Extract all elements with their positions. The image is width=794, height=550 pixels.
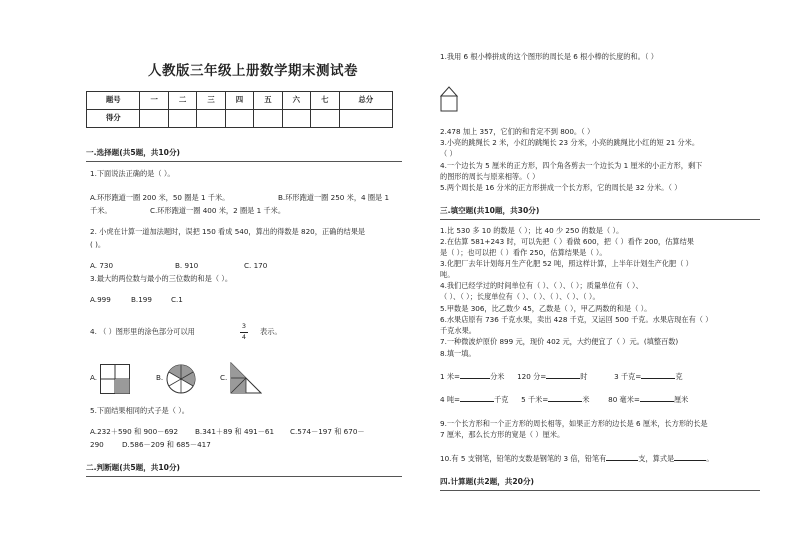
score-cell[interactable]	[197, 110, 225, 128]
question-1: 1.下面说法正确的是（ ）。	[90, 169, 175, 178]
conv-5km-label: 5 千米=	[521, 395, 549, 404]
fraction-denominator: 4	[241, 332, 247, 341]
option-4a-square-figure	[100, 364, 130, 394]
judge-4: 4.一个边长为 5 厘米的正方形，四个角各剪去一个边长为 1 厘米的小正方形，剩下	[440, 161, 703, 170]
score-header-cell: 七	[311, 92, 339, 110]
question-4: 4. （ ）图形里的涂色部分可以用	[90, 327, 195, 336]
score-cell[interactable]	[168, 110, 196, 128]
score-header-cell: 四	[225, 92, 253, 110]
fill-5: 5.甲数是 306，比乙数少 45，乙数是（ ），甲乙两数的和是（ ）。	[440, 304, 652, 313]
option-4b-circle-figure	[166, 364, 196, 394]
score-header-cell: 总分	[339, 92, 393, 110]
conv-3kg-label: 3 千克=	[614, 372, 642, 381]
option-5d: D.586－209 和 685－417	[122, 440, 211, 449]
option-4a-label: A.	[90, 373, 98, 382]
fraction-three-quarters	[240, 323, 248, 342]
fill-9: 9.一个长方形和一个正方形的周长相等，如果正方形的边长是 6 厘米，长方形的长是	[440, 419, 708, 428]
option-3c: C.1	[171, 295, 183, 304]
option-1a: A.环形跑道一圈 200 米，50 圈是 1 千米。	[90, 193, 230, 202]
section-divider	[86, 476, 402, 477]
option-4b-label: B.	[156, 373, 164, 382]
option-5c: C.574－197 和 670－	[290, 427, 365, 436]
judge-5: 5.两个周长是 16 分米的正方形拼成一个长方形，它的周长是 32 分米。（ ）	[440, 183, 682, 192]
question-3: 3.最大的两位数与最小的三位数的和是（ ）。	[90, 274, 233, 283]
house-shape-figure	[440, 86, 458, 112]
fill-7: 7.一种微波炉原价 899 元，现价 402 元，大约便宜了（ ）元。(填整百数)	[440, 337, 679, 346]
conv-unit: 千克	[494, 395, 509, 404]
fill-10	[440, 455, 713, 464]
option-2c: C. 170	[244, 261, 268, 270]
question-2-cont: ( )。	[90, 240, 106, 249]
answer-blank[interactable]	[548, 401, 582, 402]
score-cell[interactable]	[339, 110, 393, 128]
option-1b-cont: 千米。	[90, 206, 112, 215]
answer-blank[interactable]	[460, 401, 494, 402]
option-1b: B.环形跑道一圈 250 米，4 圈是 1	[278, 193, 390, 202]
judge-3-cont: （ ）	[440, 149, 457, 158]
unit-conversion-row-1	[440, 373, 683, 382]
option-4c-label: C.	[220, 373, 228, 382]
fill-6: 6.水果店原有 736 千克水果，卖出 428 千克，又运回 500 千克。水果店现在有（ ）	[440, 315, 713, 324]
conv-120min-label: 120 分=	[517, 372, 547, 381]
section-divider	[440, 219, 760, 220]
conv-1m-label: 1 米=	[440, 372, 461, 381]
score-header-cell: 一	[140, 92, 168, 110]
question-5: 5.下面结果相同的式子是（ ）。	[90, 406, 189, 415]
score-table-header-row	[87, 92, 393, 110]
score-header-cell: 题号	[87, 92, 140, 110]
conv-4t-label: 4 吨=	[440, 395, 461, 404]
score-header-cell: 三	[197, 92, 225, 110]
option-1c: C.环形跑道一圈 400 米，2 圈是 1 千米。	[150, 206, 286, 215]
fill-8: 8.填一填。	[440, 349, 476, 358]
answer-blank[interactable]	[640, 401, 674, 402]
fill-10-end: 。	[706, 454, 714, 463]
fill-4-cont: （ ）、（ ）；长度单位有（ ）、（ ）、（ ）、（ ）、（ ）。	[440, 292, 600, 301]
option-3b: B.199	[131, 295, 152, 304]
section-heading-choice: 一.选择题(共5题，共10分)	[86, 148, 181, 157]
score-cell[interactable]	[140, 110, 168, 128]
section-heading-judge: 二.判断题(共5题，共10分)	[86, 463, 181, 472]
score-cell[interactable]	[225, 110, 253, 128]
page-title: 人教版三年级上册数学期末测试卷	[148, 63, 358, 79]
option-5c-cont: 290	[90, 440, 104, 449]
conv-unit: 时	[580, 372, 588, 381]
conv-unit: 厘米	[673, 395, 689, 404]
option-3a: A.999	[90, 295, 111, 304]
fraction-numerator: 3	[241, 322, 247, 330]
score-header-cell: 六	[282, 92, 310, 110]
judge-2: 2.478 加上 357，它们的和肯定不到 800。（ ）	[440, 127, 595, 136]
score-row-label: 得分	[87, 110, 140, 128]
unit-conversion-row-2	[440, 396, 688, 405]
fill-2: 2.在估算 581+243 时，可以先把（ ）看做 600，把（ ）看作 200，估算结果	[440, 237, 694, 246]
section-heading-calc: 四.计算题(共2题，共20分)	[440, 477, 535, 486]
score-cell[interactable]	[282, 110, 310, 128]
answer-blank[interactable]	[546, 378, 580, 379]
answer-blank[interactable]	[641, 378, 675, 379]
fill-1: 1.比 530 多 10 的数是（ ）；比 40 少 250 的数是（ ）。	[440, 226, 624, 235]
conv-unit: 克	[675, 372, 683, 381]
score-header-cell: 二	[168, 92, 196, 110]
fill-3: 3.化肥厂去年计划每月生产化肥 52 吨，照这样计算，上半年计划生产化肥（ ）	[440, 259, 693, 268]
fill-2-cont: 是（ ）；也可以把（ ）看作 250，估算结果是（ ）。	[440, 248, 607, 257]
option-5b: B.341＋89 和 491－61	[195, 427, 275, 436]
score-cell[interactable]	[311, 110, 339, 128]
answer-blank[interactable]	[460, 378, 490, 379]
fill-3-cont: 吨。	[440, 270, 455, 279]
fill-6-cont: 千克水果。	[440, 326, 476, 335]
option-5a: A.232＋590 和 900－692	[90, 427, 179, 436]
judge-1: 1.我用 6 根小棒拼成的这个图形的周长是 6 根小棒的长度的和。（ ）	[440, 52, 658, 61]
question-2: 2. 小虎在计算一道加法题时，误把 150 看成 540，算出的得数是 820，正确的结果是	[90, 227, 366, 236]
score-table-score-row	[87, 110, 393, 128]
score-header-cell: 五	[254, 92, 282, 110]
option-2b: B. 910	[175, 261, 199, 270]
section-divider	[86, 161, 402, 162]
fill-10-mid: 支，算式是	[638, 454, 675, 463]
conv-unit: 分米	[490, 372, 505, 381]
option-4c-triangle-figure	[230, 362, 262, 394]
question-4-tail: 表示。	[260, 327, 282, 336]
section-divider	[440, 490, 760, 491]
fill-4: 4.我们已经学过的时间单位有（ ）、（ ）、（ ）；质量单位有（ ）、	[440, 281, 643, 290]
score-cell[interactable]	[254, 110, 282, 128]
judge-3: 3.小亮的跳绳长 2 米，小红的跳绳长 23 分米，小亮的跳绳比小红的短 21 分米。	[440, 138, 700, 147]
conv-80mm-label: 80 毫米=	[608, 395, 640, 404]
score-table	[86, 91, 393, 128]
answer-blank[interactable]	[606, 460, 638, 461]
answer-blank[interactable]	[674, 460, 706, 461]
section-heading-fill: 三.填空题(共10题，共30分)	[440, 206, 540, 215]
conv-unit: 米	[582, 395, 590, 404]
option-2a: A. 730	[90, 261, 114, 270]
fill-10-text: 10.有 5 支钢笔，铅笔的支数是钢笔的 3 倍，铅笔有	[440, 454, 607, 463]
judge-4-cont: 的图形的周长与原来相等。（ ）	[440, 172, 540, 181]
fill-9-cont: 7 厘米，那么长方形的宽是（ ）厘米。	[440, 430, 565, 439]
